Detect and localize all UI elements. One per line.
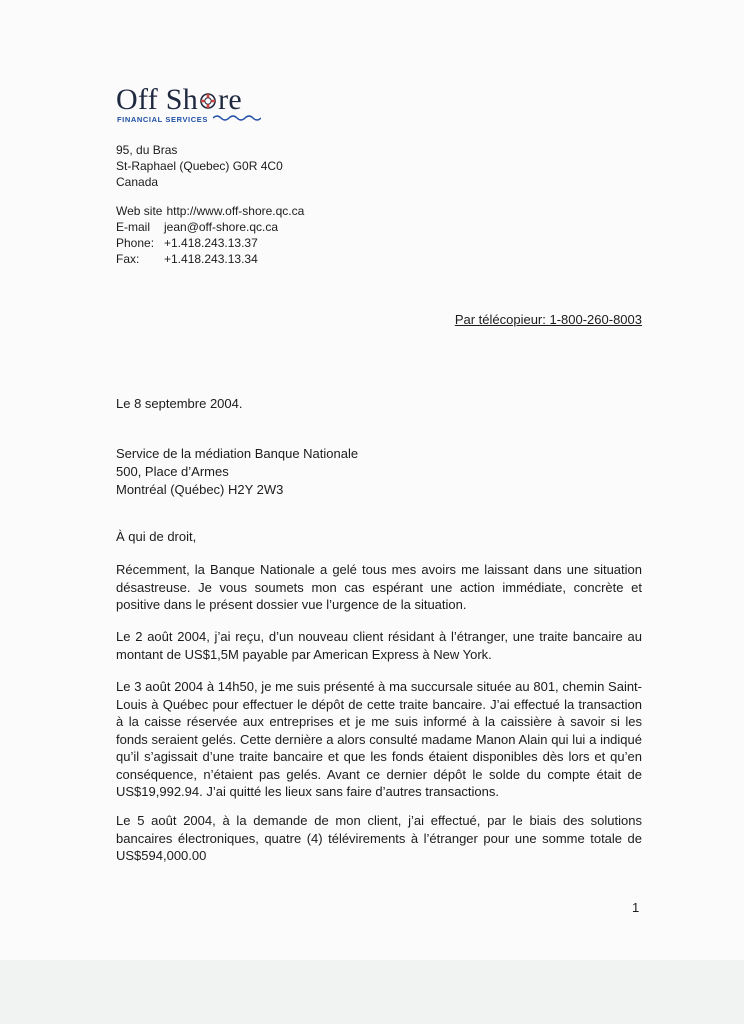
recipient-address [116,445,358,499]
scan-margin [0,960,744,1024]
sender-address [116,142,283,190]
logo-subtitle: FINANCIAL SERVICES [117,115,208,124]
recipient-line-2: 500, Place d’Armes [116,464,229,479]
paragraph-2: Le 2 août 2004, j’ai reçu, d’un nouveau client résidant à l’étranger, une traite bancaire au montant de US$1,5M payable par American Express à New York. [116,629,642,662]
contact-phone-row [116,235,304,251]
letter-date: Le 8 septembre 2004. [116,396,243,411]
paragraph-1: Récemment, la Banque Nationale a gelé tous mes avoirs me laissant dans une situation désastreuse. Je vous soumets mon cas espérant une action immédiate, concrète et positive dans le présent dossier vue l’urgence de la situation. [116,562,642,612]
contact-fax-row [116,251,304,267]
phone-label: Phone: [116,236,155,250]
website-link[interactable]: http://www.off-shore.qc.ca [166,204,305,218]
fax-number: +1.418.243.13.34 [164,252,258,266]
contact-website-row [116,203,304,219]
email-link[interactable]: jean@off-shore.qc.ca [164,220,279,234]
logo-text-pre: Off Sh [116,83,199,116]
phone-number: +1.418.243.13.37 [164,236,258,250]
fax-label: Fax: [116,252,140,266]
address-country: Canada [116,175,159,189]
company-logo [116,84,276,130]
logo-wordmark [116,84,276,116]
recipient-line-1: Service de la médiation Banque Nationale [116,446,359,461]
sender-contact [116,203,304,267]
wave-icon [213,114,261,122]
website-label: Web site [116,204,163,218]
paragraph-3: Le 3 août 2004 à 14h50, je me suis présenté à ma succursale située au 801, chemin Saint-Louis à Québec pour effectuer le dépôt de cette traite bancaire. J’ai effectué la transaction à la caisse réservée aux entreprises et je me suis informé à la caissière à savoir si les fonds seraient gelés. Cette dernière a alors consulté madame Manon Alain qui lui a indiqué qu’il s’agissait d’une traite bancaire et que les fonds étaient disponibles dès lors et qu’en conséquence, n’étaient pas gelés. Avant ce dernier dépôt le solde du compte était de US$19,992.94. J’ai quitté les lieux sans faire d’autres transactions. [116,679,642,799]
logo-text-post: re [218,83,242,116]
address-city: St-Raphael (Quebec) G0R 4C0 [116,159,283,173]
contact-email-row [116,219,304,235]
paragraph-4: Le 5 août 2004, à la demande de mon client, j’ai effectué, par le biais des solutions bancaires électroniques, quatre (4) télévirements à l’étranger pour une somme totale de US$594,000.00 [116,813,642,863]
salutation: À qui de droit, [116,529,197,544]
page-number: 1 [632,900,640,915]
address-street: 95, du Bras [116,143,178,157]
recipient-line-3: Montréal (Québec) H2Y 2W3 [116,482,284,497]
email-label: E-mail [116,220,151,234]
fax-notice: Par télécopieur: 1-800-260-8003 [454,312,642,327]
life-ring-icon [199,92,217,110]
